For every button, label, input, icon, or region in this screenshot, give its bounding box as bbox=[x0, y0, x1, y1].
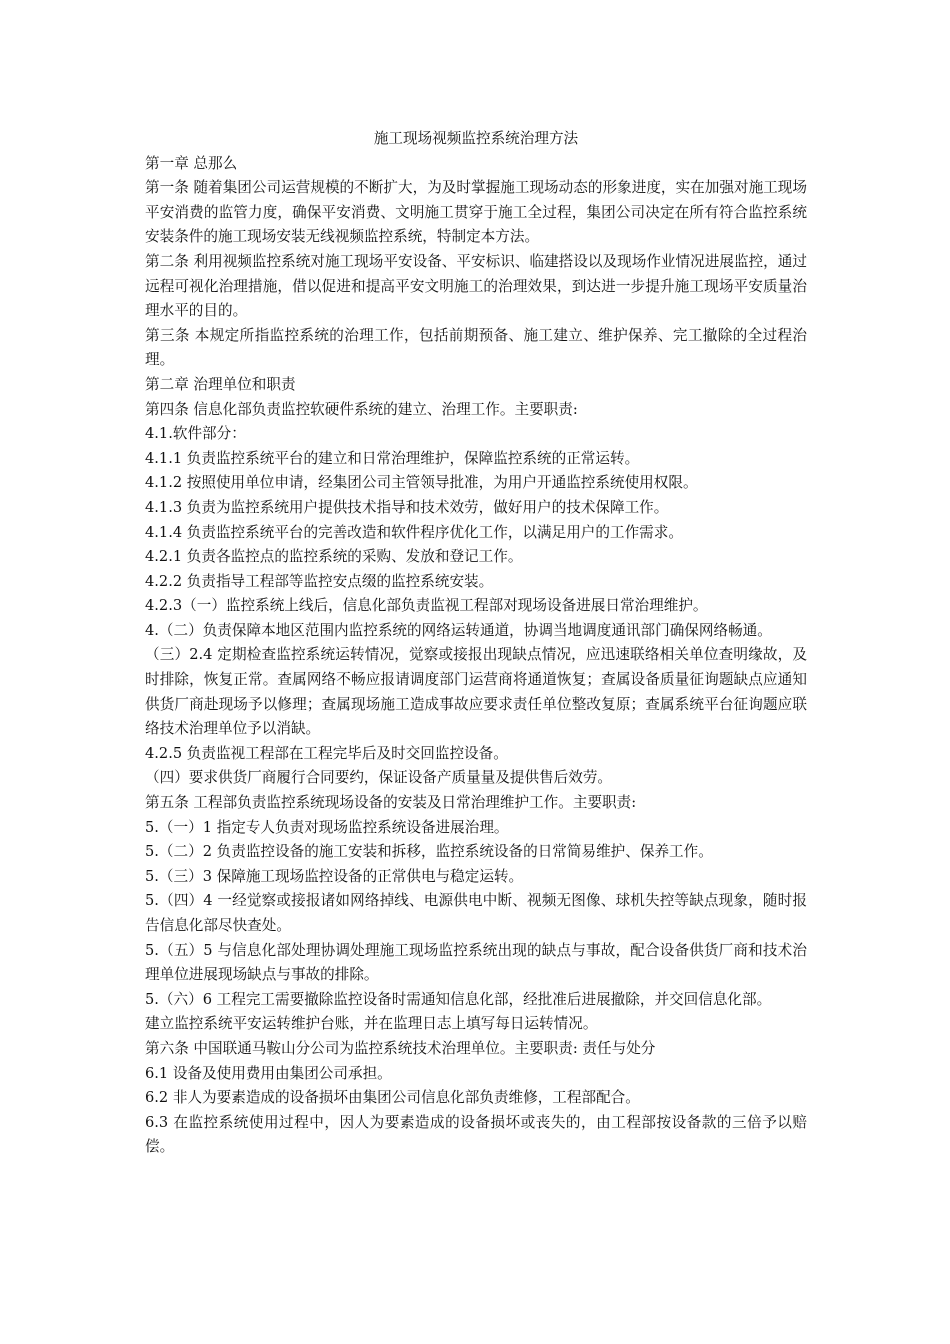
paragraph: 第二条 利用视频监控系统对施工现场平安设备、平安标识、临建搭设以及现场作业情况进展监控，通过远程可视化治理措施，借以促进和提高平安文明施工的治理效果，到达进一步提升施工现场平安质量治理水平的目的。 bbox=[145, 252, 807, 320]
paragraph: 第一条 随着集团公司运营规模的不断扩大，为及时掌握施工现场动态的形象进度，实在加强对施工现场平安消费的监管力度，确保平安消费、文明施工贯穿于施工全过程，集团公司决定在所有符合监控系统安装条件的施工现场安装无线视频监控系统，特制定本方法。 bbox=[145, 179, 807, 246]
paragraph: 6.3 在监控系统使用过程中，因人为要素造成的设备损坏或丧失的，由工程部按设备款的三倍予以赔偿。 bbox=[145, 1113, 807, 1156]
paragraph: 第三条 本规定所指监控系统的治理工作，包括前期预备、施工建立、维护保养、完工撤除的全过程治理。 bbox=[145, 326, 807, 369]
paragraph: （三）2.4 定期检查监控系统运转情况，觉察或接报出现缺点情况，应迅速联络相关单位查明缘故，及时排除，恢复正常。查属网络不畅应报请调度部门运营商将通道恢复；查属设备质量征询题缺点应通知供货厂商赴现场予以修理；查属现场施工造成事故应要求责任单位整改复原；查属系统平台征询题应联络技术治理单位予以消缺。 bbox=[145, 646, 807, 738]
paragraph: 4.1.4 负责监控系统平台的完善改造和软件程序优化工作，以满足用户的工作需求。 bbox=[145, 523, 683, 541]
paragraph: 4.1.软件部分： bbox=[145, 425, 246, 443]
chapter-heading: 第二章 治理单位和职责 bbox=[145, 375, 296, 393]
paragraph: 6.1 设备及使用费用由集团公司承担。 bbox=[145, 1064, 392, 1082]
paragraph: 5.（四）4 一经觉察或接报诸如网络掉线、电源供电中断、视频无图像、球机失控等缺点现象，随时报告信息化部尽快查处。 bbox=[145, 892, 807, 934]
paragraph: 4.2.3（一）监控系统上线后，信息化部负责监视工程部对现场设备进展日常治理维护。 bbox=[145, 597, 708, 615]
paragraph: 5.（一）1 指定专人负责对现场监控系统设备进展治理。 bbox=[145, 818, 509, 836]
paragraph: 5.（六）6 工程完工需要撤除监控设备时需通知信息化部，经批准后进展撤除，并交回信息化部。 bbox=[145, 990, 772, 1008]
paragraph: 4.1.1 负责监控系统平台的建立和日常治理维护，保障监控系统的正常运转。 bbox=[145, 449, 640, 467]
paragraph: 4.（二）负责保障本地区范围内监控系统的网络运转通道，协调当地调度通讯部门确保网络畅通。 bbox=[145, 621, 772, 639]
paragraph: 第六条 中国联通马鞍山分公司为监控系统技术治理单位。主要职责: 责任与处分 bbox=[145, 1039, 656, 1057]
paragraph: 4.2.1 负责各监控点的监控系统的采购、发放和登记工作。 bbox=[145, 548, 523, 566]
paragraph: 4.2.5 负责监视工程部在工程完毕后及时交回监控设备。 bbox=[145, 744, 508, 762]
paragraph: 建立监控系统平安运转维护台账，并在监理日志上填写每日运转情况。 bbox=[145, 1015, 598, 1033]
document-title: 施工现场视频监控系统治理方法 bbox=[373, 130, 579, 147]
paragraph: 第四条 信息化部负责监控软硬件系统的建立、治理工作。主要职责: bbox=[145, 400, 578, 418]
paragraph: （四）要求供货厂商履行合同要约，保证设备产质量量及提供售后效劳。 bbox=[145, 769, 613, 787]
paragraph: 第五条 工程部负责监控系统现场设备的安装及日常治理维护工作。主要职责: bbox=[145, 794, 637, 812]
paragraph: 5.（二）2 负责监控设备的施工安装和拆移，监控系统设备的日常简易维护、保养工作。 bbox=[145, 843, 713, 861]
paragraph: 5.（三）3 保障施工现场监控设备的正常供电与稳定运转。 bbox=[145, 867, 524, 885]
document-body bbox=[145, 127, 807, 1160]
paragraph: 4.1.2 按照使用单位申请，经集团公司主管领导批准，为用户开通监控系统使用权限。 bbox=[145, 474, 698, 492]
paragraph: 5.（五）5 与信息化部处理协调处理施工现场监控系统出现的缺点与事故，配合设备供货厂商和技术治理单位进展现场缺点与事故的排除。 bbox=[145, 941, 807, 984]
paragraph: 4.1.3 负责为监控系统用户提供技术指导和技术效劳，做好用户的技术保障工作。 bbox=[145, 498, 669, 516]
paragraph: 6.2 非人为要素造成的设备损坏由集团公司信息化部负责维修，工程部配合。 bbox=[145, 1089, 640, 1107]
chapter-heading: 第一章 总那么 bbox=[145, 154, 238, 172]
paragraph: 4.2.2 负责指导工程部等监控安点缀的监控系统安装。 bbox=[145, 572, 494, 590]
